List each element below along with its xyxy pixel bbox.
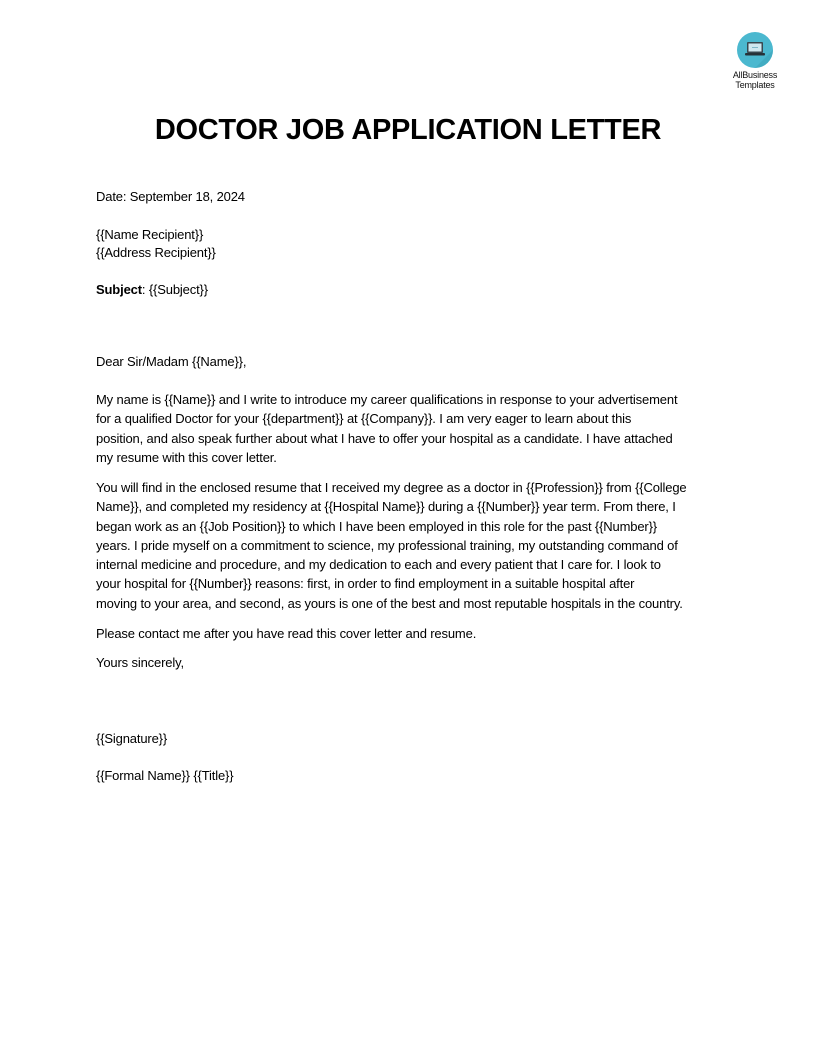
paragraph-line: for a qualified Doctor for your {{department}} at {{Company}}. I am very eager to learn about this (96, 411, 632, 427)
document-title: DOCTOR JOB APPLICATION LETTER (154, 114, 662, 146)
paragraph-line: Name}}, and completed my residency at {{Hospital Name}} during a {{Number}} year term. From there, I (96, 499, 676, 515)
recipient-address: {{Address Recipient}} (96, 245, 216, 260)
paragraph-introduction (96, 390, 722, 467)
laptop-icon (737, 32, 773, 68)
allbusiness-templates-logo (726, 32, 784, 90)
logo-text-line1: AllBusiness (732, 70, 778, 80)
closing: Yours sincerely, (96, 655, 184, 670)
salutation: Dear Sir/Madam {{Name}}, (96, 354, 247, 369)
subject-line (96, 280, 208, 299)
paragraph-line: my resume with this cover letter. (96, 449, 277, 465)
paragraph-line: moving to your area, and second, as yours is one of the best and most reputable hospitals in the country. (96, 595, 683, 611)
paragraph-line: My name is {{Name}} and I write to introduce my career qualifications in response to your advertisement (96, 392, 678, 407)
paragraph-line: began work as an {{Job Position}} to which I have been employed in this role for the past {{Number}} (96, 518, 657, 534)
subject-label: Subject (96, 282, 142, 297)
paragraph-line: position, and also speak further about what I have to offer your hospital as a candidate. I have attached (96, 430, 673, 446)
recipient-name: {{Name Recipient}} (96, 227, 204, 242)
paragraph-contact: Please contact me after you have read this cover letter and resume. (96, 626, 477, 641)
paragraph-line: your hospital for {{Number}} reasons: first, in order to find employment in a suitable hospital after (96, 576, 635, 592)
signature-placeholder: {{Signature}} (96, 731, 168, 746)
formal-name-title: {{Formal Name}} {{Title}} (96, 768, 234, 783)
logo-text-line2: Templates (735, 80, 775, 90)
paragraph-line: internal medicine and procedure, and my dedication to each and every patient that I care for. I look to (96, 557, 661, 573)
paragraph-line: You will find in the enclosed resume that I received my degree as a doctor in {{Profession}} from {{College (96, 480, 687, 495)
paragraph-line: years. I pride myself on a commitment to science, my professional training, my outstanding command of (96, 537, 678, 553)
subject-value: : {{Subject}} (141, 282, 208, 297)
paragraph-qualifications (96, 478, 722, 613)
letter-date: Date: September 18, 2024 (96, 189, 245, 204)
